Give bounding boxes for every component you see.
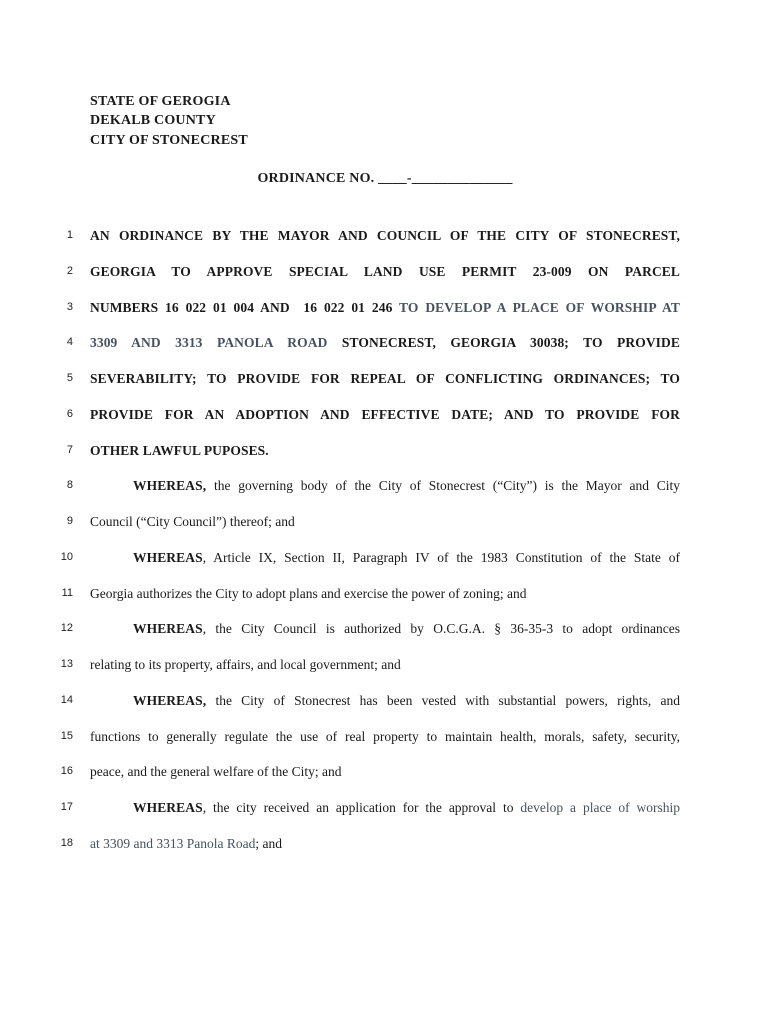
text-segment: SEVERABILITY; TO PROVIDE FOR REPEAL OF CONFLICTING ORDINANCES; TO	[90, 371, 680, 386]
ordinance-title: ORDINANCE NO. ____-______________	[257, 171, 513, 186]
line-text	[90, 290, 680, 326]
header-line-city: CITY OF STONECREST	[90, 132, 248, 148]
line-number: 15	[60, 729, 73, 742]
header-line-county: DEKALB COUNTY	[90, 113, 216, 129]
line-list	[57, 218, 680, 862]
line-number: 6	[66, 407, 73, 420]
filled-text-segment: 3309 AND 3313 PANOLA ROAD	[90, 335, 342, 351]
filled-text-segment: at 3309 and 3313 Panola Road	[90, 835, 256, 851]
document-line	[57, 540, 680, 576]
line-number: 14	[60, 693, 73, 706]
document-line	[57, 325, 680, 361]
document-line	[57, 504, 680, 540]
text-segment: PROVIDE FOR AN ADOPTION AND EFFECTIVE DATE; AND TO PROVIDE FOR	[90, 406, 680, 422]
header-line-state: STATE OF GEROGIA	[90, 94, 231, 109]
line-number: 2	[66, 264, 73, 277]
text-segment: peace, and the general welfare of the City; and	[90, 764, 342, 780]
line-text	[90, 754, 680, 790]
line-number: 9	[66, 515, 73, 527]
document-line	[57, 254, 680, 290]
document-line	[57, 719, 680, 755]
text-segment: WHEREAS,	[133, 692, 207, 708]
line-number: 13	[60, 658, 73, 670]
line-text	[90, 647, 680, 683]
line-number: 1	[66, 229, 73, 241]
line-number: 8	[66, 479, 73, 492]
line-text	[90, 826, 680, 862]
document-line	[57, 290, 680, 326]
text-segment: Georgia authorizes the City to adopt plans and exercise the power of zoning; and	[90, 585, 527, 601]
text-segment: WHEREAS,	[133, 478, 207, 494]
line-text	[90, 504, 680, 540]
line-text	[90, 325, 680, 361]
line-number: 18	[60, 836, 73, 849]
text-segment: AN ORDINANCE BY THE MAYOR AND COUNCIL OF THE CITY OF STONECREST,	[90, 228, 680, 243]
filled-text-segment: develop a place of worship	[520, 800, 680, 815]
line-number: 5	[66, 372, 73, 384]
document-line	[57, 576, 680, 612]
text-segment: the City of Stonecrest has been vested with substantial powers, rights, and	[206, 692, 680, 708]
line-number: 17	[60, 801, 73, 813]
text-segment: OTHER LAWFUL PUPOSES.	[90, 442, 269, 458]
document-line	[57, 647, 680, 683]
line-text	[90, 683, 680, 719]
text-segment: STONECREST, GEORGIA 30038; TO PROVIDE	[341, 335, 680, 351]
text-segment: , the City Council is authorized by O.C.G.A. § 36-35-3 to adopt ordinances	[202, 621, 680, 637]
text-segment: WHEREAS	[133, 800, 203, 815]
document-line	[57, 468, 680, 504]
line-text	[90, 218, 680, 254]
document-line	[57, 683, 680, 719]
line-text	[90, 433, 680, 469]
text-segment: the governing body of the City of Stonecrest (“City”) is the Mayor and City	[206, 478, 680, 494]
line-number: 7	[66, 443, 73, 456]
text-segment: relating to its property, affairs, and local government; and	[90, 657, 401, 672]
line-number: 3	[66, 300, 73, 313]
document-line	[57, 826, 680, 862]
text-segment: functions to generally regulate the use of real property to maintain health, morals, safety, security,	[90, 728, 680, 744]
document-line	[57, 218, 680, 254]
document-line	[57, 397, 680, 433]
line-text	[90, 611, 680, 647]
text-segment: NUMBERS 16 022 01 004 AND 16 022 01 246	[90, 299, 400, 315]
line-text	[90, 254, 680, 290]
text-segment: ; and	[255, 835, 282, 851]
text-segment: , Article IX, Section II, Paragraph IV of the 1983 Constitution of the State of	[202, 549, 680, 565]
text-segment: , the city received an application for the approval to	[202, 800, 521, 815]
text-segment: Council (“City Council”) thereof; and	[90, 514, 295, 529]
line-number: 11	[61, 586, 73, 599]
line-text	[90, 576, 680, 612]
document-header	[90, 92, 248, 150]
document-line	[57, 790, 680, 826]
line-number: 4	[66, 336, 73, 349]
line-text	[90, 719, 680, 755]
line-text	[90, 468, 680, 504]
document-line	[57, 433, 680, 469]
line-number: 12	[60, 622, 73, 635]
line-number: 16	[60, 765, 73, 778]
line-text	[90, 790, 680, 826]
filled-text-segment: TO DEVELOP A PLACE OF WORSHIP AT	[399, 299, 680, 315]
document-line	[57, 361, 680, 397]
text-segment: WHEREAS	[133, 621, 203, 637]
document-line	[57, 611, 680, 647]
text-segment: WHEREAS	[133, 549, 203, 565]
text-segment: GEORGIA TO APPROVE SPECIAL LAND USE PERMIT 23-009 ON PARCEL	[90, 263, 680, 279]
document-line	[57, 754, 680, 790]
line-text	[90, 540, 680, 576]
line-text	[90, 361, 680, 397]
line-text	[90, 397, 680, 433]
line-number: 10	[60, 550, 73, 563]
